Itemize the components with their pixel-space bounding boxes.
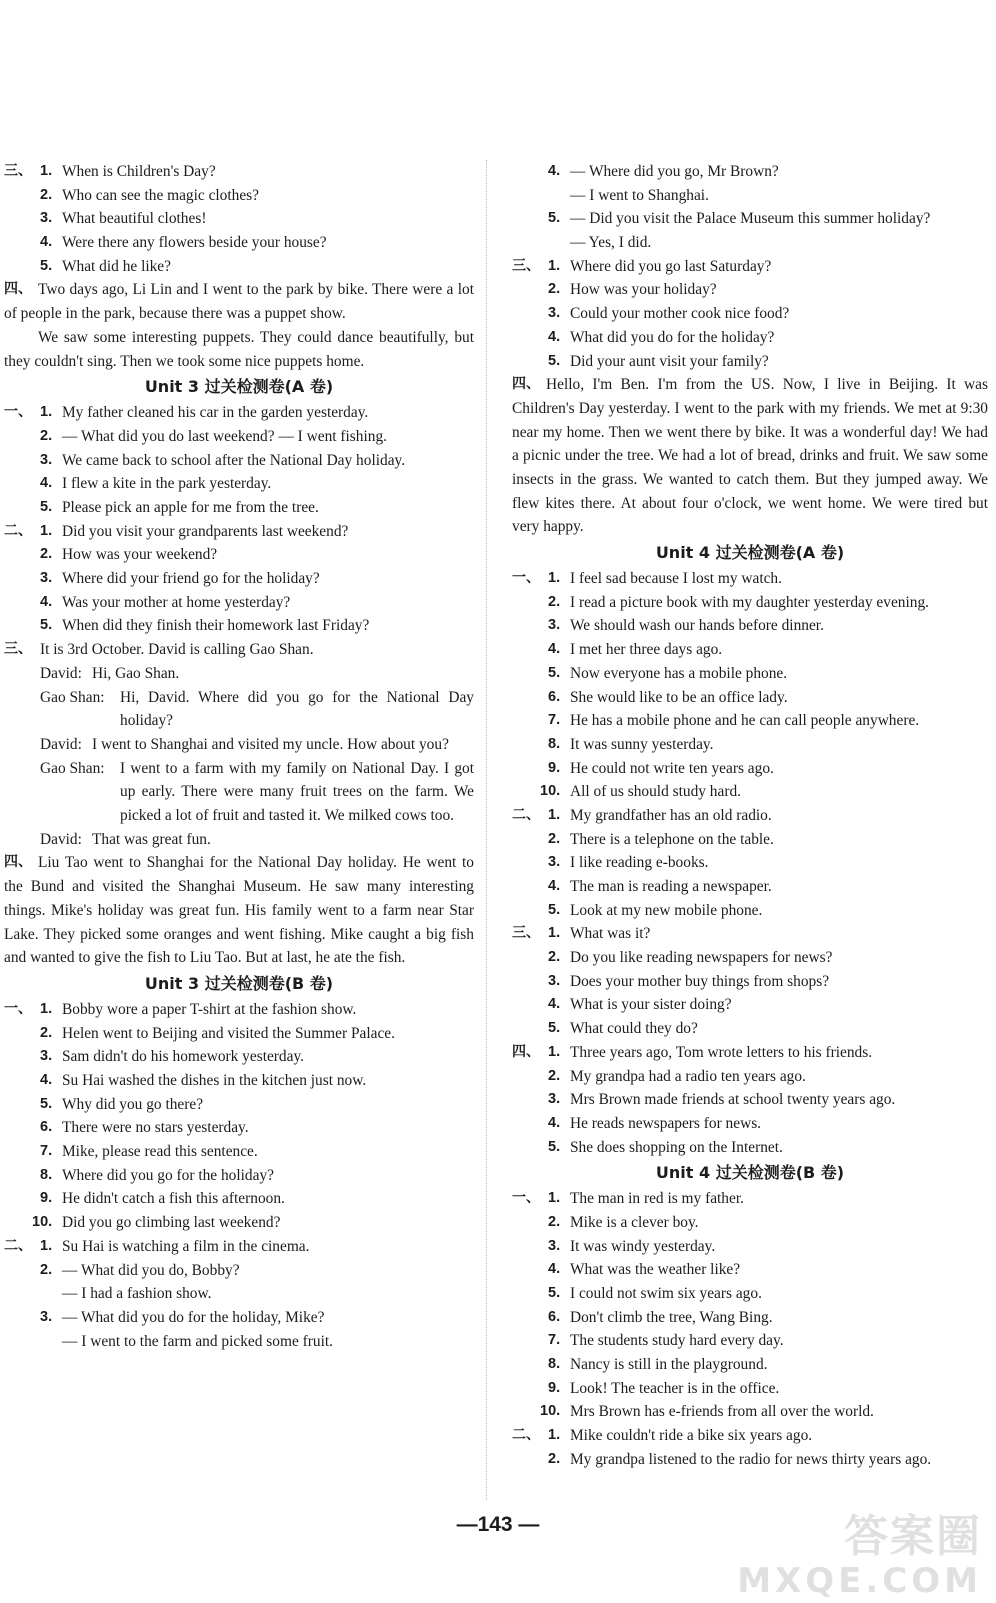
item-number: 1. <box>40 1000 53 1017</box>
answer-text: What did you do for the holiday? <box>570 328 775 346</box>
answer-line <box>512 1088 988 1112</box>
item-number: 5. <box>548 210 561 227</box>
dialogue-body <box>40 686 474 733</box>
dialogue-text: Hi, Gao Shan. <box>92 664 180 682</box>
answer-line <box>512 993 988 1017</box>
passage-text: Hello, I'm Ben. I'm from the US. Now, I live in Beijing. It was Children's Day yesterday. I went to the park with my friends. We met at 9:30 near my home. Then we went there by bike. It was a wonderful day! We had a picnic under the tree. We had a lot of bread, drinks and fruit. We saw some insects in the grass. We wanted to catch them. But they jumped away. We flew kites there. At about four o'clock, we went home. We were tired but very happy. <box>512 376 988 536</box>
answer-line <box>4 1045 474 1069</box>
answer-line <box>512 1306 988 1330</box>
passage-text: Two days ago, Li Lin and I went to the park by bike. There were a lot of people in the park, because there was a puppet show. <box>4 281 474 323</box>
dialogue-body <box>40 757 474 828</box>
dialogue-body <box>40 733 474 757</box>
answer-line <box>512 326 988 350</box>
item-number: 1. <box>40 522 53 539</box>
answer-line <box>512 1282 988 1306</box>
answer-text: — Did you visit the Palace Museum this summer holiday? <box>570 210 931 228</box>
item-number: 3. <box>548 972 561 989</box>
answer-line <box>4 1022 474 1046</box>
answer-text: When is Children's Day? <box>62 163 216 180</box>
answer-line <box>512 1353 988 1377</box>
answer-line <box>512 1329 988 1353</box>
answer-text: Mike, please read this sentence. <box>62 1143 258 1161</box>
item-number: 4. <box>40 234 53 251</box>
answer-text: Where did you go for the holiday? <box>62 1166 274 1184</box>
answer-line <box>4 1069 474 1093</box>
answer-text: What beautiful clothes! <box>62 210 207 228</box>
answer-text: It was windy yesterday. <box>570 1237 716 1255</box>
dialogue-speaker: David: <box>40 830 82 848</box>
item-number: 3. <box>548 617 561 634</box>
answer-line <box>512 804 988 828</box>
item-number: 2. <box>548 830 561 847</box>
item-number: 4. <box>548 328 561 345</box>
answer-line <box>512 207 988 231</box>
answer-text: She does shopping on the Internet. <box>570 1138 783 1156</box>
passage-text: Liu Tao went to Shanghai for the National Day holiday. He went to the Bund and visited the Shanghai Museum. He saw many interesting things. Mike's holiday was great fun. His family went to a farm near Star Lake. They picked some oranges and went fishing. Mike caught a big fish and wanted to give the fish to Liu Tao. But at last, he ate the fish. <box>4 854 474 967</box>
answer-line <box>512 828 988 852</box>
answer-text: Was your mother at home yesterday? <box>62 593 291 611</box>
answer-line <box>512 1041 988 1065</box>
item-number: 6. <box>40 1119 53 1136</box>
answer-text: It is 3rd October. David is calling Gao Shan. <box>40 641 314 659</box>
answer-text: There is a telephone on the table. <box>570 830 774 848</box>
item-number: 4. <box>548 641 561 658</box>
dialogue-text: I went to Shanghai and visited my uncle. How about you? <box>92 735 449 753</box>
passage-paragraph <box>512 373 988 539</box>
answer-text: What could they do? <box>570 1020 698 1038</box>
answer-text: We came back to school after the National Day holiday. <box>62 451 406 469</box>
item-number: 2. <box>40 1024 53 1041</box>
answer-text: Do you like reading newspapers for news? <box>570 949 833 967</box>
unit-heading: Unit 3 过关检测卷(B 卷) <box>144 973 334 993</box>
answer-text: What is your sister doing? <box>570 996 732 1014</box>
answer-text: Please pick an apple for me from the tree. <box>62 499 319 516</box>
answer-line <box>512 922 988 946</box>
answer-line <box>4 207 474 231</box>
section-marker: 二、 <box>4 1237 32 1254</box>
watermark-text: 答案圈 <box>844 1511 982 1562</box>
answer-line <box>512 567 988 591</box>
answer-text: What was the weather like? <box>570 1261 741 1279</box>
answer-line <box>4 401 474 425</box>
dialogue-speaker: David: <box>40 735 82 753</box>
item-number: 3. <box>40 451 53 468</box>
item-number: 1. <box>548 925 561 942</box>
answer-line <box>4 184 474 208</box>
answer-line <box>512 302 988 326</box>
answer-text: Could your mother cook nice food? <box>570 305 790 323</box>
right-column <box>512 160 988 1472</box>
item-number: 5. <box>548 1020 561 1037</box>
answer-line <box>4 567 474 591</box>
answer-text: My father cleaned his car in the garden yesterday. <box>62 404 369 422</box>
answer-text: — I went to Shanghai. <box>570 186 709 204</box>
section-marker: 一、 <box>512 570 540 587</box>
item-number: 9. <box>548 759 561 776</box>
item-number: 5. <box>40 1095 53 1112</box>
answer-text: When did they finish their homework last Friday? <box>62 617 370 635</box>
item-number: 3. <box>548 1091 561 1108</box>
item-number: 2. <box>548 949 561 966</box>
answer-text: I flew a kite in the park yesterday. <box>62 475 272 493</box>
answer-line <box>512 160 988 184</box>
item-number: 2. <box>548 593 561 610</box>
answer-text: Mrs Brown made friends at school twenty years ago. <box>570 1091 896 1109</box>
answer-text: — I had a fashion show. <box>62 1285 212 1303</box>
item-number: 1. <box>40 1237 53 1254</box>
item-number: 10. <box>540 1403 561 1420</box>
section-marker: 四、 <box>4 854 32 871</box>
answer-line <box>512 1400 988 1424</box>
section-marker: 三、 <box>4 163 32 179</box>
answer-line <box>4 520 474 544</box>
answer-text: Su Hai is watching a film in the cinema. <box>62 1237 310 1255</box>
item-number: 2. <box>548 1067 561 1084</box>
section-marker: 三、 <box>4 641 32 658</box>
answer-text: My grandfather has an old radio. <box>570 806 772 824</box>
answer-line <box>512 231 988 255</box>
passage-paragraph <box>4 278 474 325</box>
answer-text: There were no stars yesterday. <box>62 1119 249 1137</box>
item-number: 5. <box>548 901 561 918</box>
answer-text: He reads newspapers for news. <box>570 1114 762 1132</box>
answer-line <box>4 1235 474 1259</box>
answer-line <box>512 946 988 970</box>
answer-text: — I went to the farm and picked some fruit. <box>62 1332 333 1350</box>
answer-text: — Yes, I did. <box>570 234 652 252</box>
answer-text: What was it? <box>570 925 651 943</box>
item-number: 4. <box>40 475 53 492</box>
item-number: 1. <box>548 1190 561 1207</box>
answer-text: He didn't catch a fish this afternoon. <box>62 1190 285 1208</box>
item-number: 10. <box>540 783 561 800</box>
dialogue-line <box>4 828 474 852</box>
item-number: 7. <box>40 1143 53 1160</box>
answer-text: She would like to be an office lady. <box>570 688 788 706</box>
dialogue-text: Hi, David. Where did you go for the National Day holiday? <box>120 688 474 730</box>
answer-line <box>512 709 988 733</box>
answer-text: Mike couldn't ride a bike six years ago. <box>570 1427 813 1445</box>
answer-line <box>4 1282 474 1306</box>
item-number: 2. <box>548 281 561 298</box>
dialogue-line <box>4 733 474 757</box>
unit-heading: Unit 3 过关检测卷(A 卷) <box>144 377 334 397</box>
answer-text: Did you go climbing last weekend? <box>62 1214 281 1232</box>
item-number: 4. <box>548 163 561 179</box>
answer-text: — What did you do, Bobby? <box>62 1261 240 1279</box>
answer-line <box>4 160 474 184</box>
answer-text: The man is reading a newspaper. <box>570 878 772 896</box>
watermark-logo <box>737 1511 982 1603</box>
item-number: 4. <box>548 878 561 895</box>
answer-line <box>512 1017 988 1041</box>
answer-text: What did he like? <box>62 257 171 275</box>
answer-line <box>512 1211 988 1235</box>
answer-text: Does your mother buy things from shops? <box>570 972 830 990</box>
dialogue-body <box>40 828 474 852</box>
answer-line <box>4 231 474 255</box>
passage-paragraph <box>4 326 474 373</box>
item-number: 4. <box>40 1072 53 1089</box>
page-number: —143 — <box>456 1513 540 1536</box>
answer-line <box>4 1306 474 1330</box>
answer-line <box>4 449 474 473</box>
answer-line <box>4 472 474 496</box>
answer-line <box>4 425 474 449</box>
item-number: 5. <box>40 617 53 634</box>
answer-line <box>512 970 988 994</box>
item-number: 5. <box>548 352 561 369</box>
answer-line <box>512 1235 988 1259</box>
answer-text: Su Hai washed the dishes in the kitchen just now. <box>62 1072 367 1090</box>
answer-text: Where did your friend go for the holiday? <box>62 570 320 588</box>
answer-text: Why did you go there? <box>62 1095 204 1113</box>
item-number: 3. <box>548 854 561 871</box>
item-number: 3. <box>548 1237 561 1254</box>
answer-line <box>4 998 474 1022</box>
dialogue-text: That was great fun. <box>92 830 211 848</box>
answer-line <box>512 255 988 279</box>
answer-text: Helen went to Beijing and visited the Summer Palace. <box>62 1024 395 1042</box>
answer-line <box>512 662 988 686</box>
dialogue-line <box>4 757 474 828</box>
dialogue-line <box>4 686 474 733</box>
item-number: 5. <box>548 664 561 681</box>
answer-text: It was sunny yesterday. <box>570 735 714 753</box>
answer-line <box>512 184 988 208</box>
answer-text: The man in red is my father. <box>570 1190 744 1208</box>
answer-text: I read a picture book with my daughter yesterday evening. <box>570 593 929 611</box>
item-number: 4. <box>548 1114 561 1131</box>
answer-line <box>4 638 474 662</box>
item-number: 1. <box>548 1427 561 1444</box>
dialogue-line <box>4 662 474 686</box>
item-number: 7. <box>548 712 561 729</box>
answer-line <box>4 1259 474 1283</box>
answer-text: Nancy is still in the playground. <box>570 1356 768 1374</box>
item-number: 1. <box>40 163 53 179</box>
answer-text: I like reading e-books. <box>570 854 709 872</box>
item-number: 4. <box>40 593 53 610</box>
item-number: 1. <box>548 257 561 274</box>
item-number: 2. <box>40 1261 53 1278</box>
section-marker: 一、 <box>4 404 32 421</box>
item-number: 10. <box>32 1214 53 1231</box>
unit-heading: Unit 4 过关检测卷(B 卷) <box>655 1163 845 1183</box>
answer-line <box>4 496 474 520</box>
answer-line <box>4 255 474 279</box>
answer-text: My grandpa listened to the radio for news thirty years ago. <box>570 1450 932 1468</box>
answer-line <box>512 780 988 804</box>
item-number: 8. <box>40 1166 53 1183</box>
answer-line <box>512 1258 988 1282</box>
answer-text: — What did you do for the holiday, Mike? <box>62 1308 325 1326</box>
answer-line <box>4 1164 474 1188</box>
answer-line <box>512 875 988 899</box>
answer-line <box>512 1377 988 1401</box>
answer-line <box>512 851 988 875</box>
answer-text: Three years ago, Tom wrote letters to his friends. <box>570 1043 873 1061</box>
answer-line <box>512 638 988 662</box>
answer-text: Bobby wore a paper T-shirt at the fashion show. <box>62 1000 357 1018</box>
item-number: 3. <box>40 1308 53 1325</box>
item-number: 5. <box>548 1138 561 1155</box>
answer-text: Who can see the magic clothes? <box>62 186 259 204</box>
answer-text: How was your holiday? <box>570 281 717 299</box>
answer-text: — What did you do last weekend? — I went fishing. <box>62 427 387 445</box>
section-marker: 二、 <box>512 806 540 823</box>
answer-text: — Where did you go, Mr Brown? <box>570 163 779 180</box>
item-number: 7. <box>548 1332 561 1349</box>
item-number: 2. <box>548 1450 561 1467</box>
answer-text: Look at my new mobile phone. <box>570 901 763 919</box>
answer-text: He has a mobile phone and he can call people anywhere. <box>570 712 920 730</box>
section-marker: 一、 <box>4 1000 32 1017</box>
dialogue-speaker: David: <box>40 664 82 682</box>
section-marker: 四、 <box>4 281 32 298</box>
section-marker: 一、 <box>512 1190 540 1207</box>
answer-line <box>512 1136 988 1160</box>
answer-text: Where did you go last Saturday? <box>570 257 772 275</box>
answer-line <box>512 1424 988 1448</box>
answer-line <box>512 1187 988 1211</box>
answer-text: Did you visit your grandparents last weekend? <box>62 522 349 540</box>
item-number: 6. <box>548 688 561 705</box>
item-number: 2. <box>40 427 53 444</box>
answer-text: Now everyone has a mobile phone. <box>570 664 788 682</box>
dialogue-speaker: Gao Shan: <box>40 688 105 706</box>
answer-text: Mike is a clever boy. <box>570 1213 699 1231</box>
answer-text: How was your weekend? <box>62 546 218 564</box>
answer-line <box>512 686 988 710</box>
answer-line <box>4 614 474 638</box>
answer-text: Did your aunt visit your family? <box>570 352 769 370</box>
answer-text: Sam didn't do his homework yesterday. <box>62 1048 305 1066</box>
passage-text: We saw some interesting puppets. They could dance beautifully, but they couldn't sing. Then we took some nice puppets home. <box>4 328 474 370</box>
item-number: 1. <box>548 1043 561 1060</box>
section-marker: 三、 <box>512 257 540 274</box>
answer-line <box>4 1211 474 1235</box>
answer-line <box>4 1093 474 1117</box>
dialogue-text: I went to a farm with my family on National Day. I got up early. There were many fruit trees on the farm. We picked a lot of fruit and tasted it. We milked cows too. <box>120 759 474 825</box>
answer-text: All of us should study hard. <box>570 783 742 801</box>
answer-text: Were there any flowers beside your house? <box>62 234 327 252</box>
item-number: 3. <box>40 1048 53 1065</box>
unit-heading: Unit 4 过关检测卷(A 卷) <box>655 543 845 563</box>
item-number: 3. <box>40 210 53 227</box>
item-number: 5. <box>548 1285 561 1302</box>
left-column <box>4 160 474 1353</box>
item-number: 8. <box>548 1356 561 1373</box>
answer-text: I met her three days ago. <box>570 641 723 659</box>
item-number: 9. <box>40 1190 53 1207</box>
answer-line <box>512 591 988 615</box>
answer-text: He could not write ten years ago. <box>570 759 774 777</box>
item-number: 3. <box>40 570 53 587</box>
answer-text: We should wash our hands before dinner. <box>570 617 824 635</box>
answer-text: The students study hard every day. <box>570 1332 784 1350</box>
answer-line <box>512 1112 988 1136</box>
dialogue-body <box>40 662 474 686</box>
item-number: 2. <box>40 186 53 203</box>
item-number: 1. <box>40 404 53 421</box>
passage-paragraph <box>4 851 474 970</box>
section-marker: 二、 <box>512 1427 540 1444</box>
answer-line <box>512 614 988 638</box>
section-marker: 四、 <box>512 1043 540 1060</box>
item-number: 5. <box>40 499 53 515</box>
item-number: 4. <box>548 1261 561 1278</box>
answer-line <box>512 899 988 923</box>
section-marker: 二、 <box>4 522 32 539</box>
item-number: 4. <box>548 996 561 1013</box>
watermark-url: MXQE.COM <box>737 1561 982 1601</box>
answer-line <box>512 733 988 757</box>
column-divider <box>486 160 487 1500</box>
answer-line <box>512 278 988 302</box>
answer-line <box>4 1116 474 1140</box>
item-number: 2. <box>548 1213 561 1230</box>
section-marker: 四、 <box>512 376 540 393</box>
dialogue-speaker: Gao Shan: <box>40 759 105 777</box>
answer-text: Look! The teacher is in the office. <box>570 1379 780 1397</box>
answer-line <box>4 543 474 567</box>
answer-text: I could not swim six years ago. <box>570 1285 762 1303</box>
answer-line <box>512 1448 988 1472</box>
answer-line <box>4 1140 474 1164</box>
item-number: 9. <box>548 1379 561 1396</box>
answer-text: I feel sad because I lost my watch. <box>570 570 782 588</box>
item-number: 6. <box>548 1308 561 1325</box>
section-marker: 三、 <box>512 925 540 942</box>
item-number: 2. <box>40 546 53 563</box>
answer-text: Mrs Brown has e-friends from all over the world. <box>570 1403 874 1421</box>
item-number: 3. <box>548 305 561 322</box>
answer-line <box>4 1330 474 1354</box>
answer-line <box>512 1065 988 1089</box>
answer-line <box>4 591 474 615</box>
answer-line <box>4 1187 474 1211</box>
item-number: 5. <box>40 257 53 274</box>
answer-text: My grandpa had a radio ten years ago. <box>570 1067 806 1085</box>
item-number: 1. <box>548 570 561 587</box>
item-number: 8. <box>548 735 561 752</box>
answer-line <box>512 350 988 374</box>
answer-text: Don't climb the tree, Wang Bing. <box>570 1308 773 1326</box>
answer-line <box>512 757 988 781</box>
item-number: 1. <box>548 806 561 823</box>
